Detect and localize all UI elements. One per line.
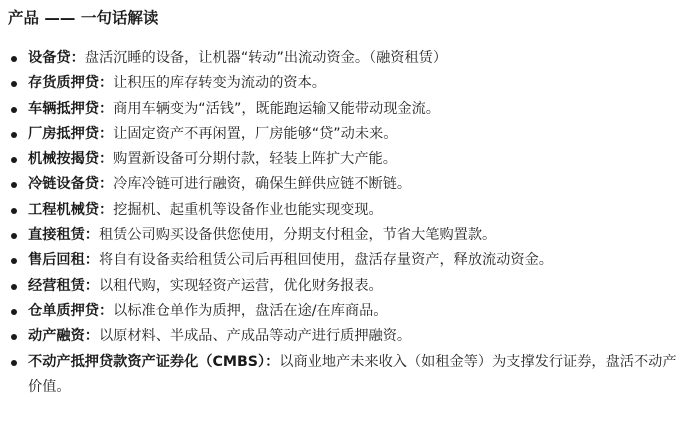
bullet-icon: [11, 56, 17, 62]
item-desc: 以原材料、半成品、产成品等动产进行质押融资。: [98, 328, 412, 345]
item-term: 车辆抵押贷：: [28, 100, 114, 117]
list-item: [6, 198, 687, 223]
item-desc: 让积压的库存转变为流动的资本。: [113, 75, 326, 92]
bullet-icon: [11, 157, 17, 163]
bullet-icon: [11, 309, 17, 315]
item-desc: 让固定资产不再闲置，厂房能够“贷”动未来。: [113, 125, 398, 142]
item-term: 设备贷：: [28, 50, 85, 66]
list-item: [6, 122, 687, 147]
bullet-icon: [11, 334, 17, 340]
bullet-icon: [11, 258, 17, 264]
bullet-icon: [11, 107, 17, 113]
item-desc: 商用车辆变为“活钱”，既能跑运输又能带动现金流。: [113, 100, 440, 117]
bullet-icon: [11, 132, 17, 138]
heading-product: 产品: [8, 9, 40, 27]
item-desc: 以商业地产未来收入（如租金等）为支撑发行证券，盘活不动产价值。: [28, 353, 677, 395]
list-item: [6, 147, 687, 172]
item-desc: 冷库冷链可进行融资，确保生鲜供应链不断链。: [113, 176, 412, 193]
list-item: [6, 274, 687, 299]
item-desc: 购置新设备可分期付款，轻装上阵扩大产能。: [113, 151, 397, 168]
list-item: [6, 97, 687, 122]
item-term: 仓单质押贷：: [28, 302, 114, 319]
item-term: 直接租赁：: [28, 227, 99, 244]
item-term: 工程机械贷：: [28, 201, 114, 218]
item-term: 经营租赁：: [28, 277, 99, 294]
bullet-icon: [11, 182, 17, 188]
bullet-icon: [11, 360, 17, 366]
item-term: 存货质押贷：: [28, 75, 114, 92]
item-desc: 将自有设备卖给租赁公司后再租回使用，盘活存量资产，释放流动资金。: [98, 252, 553, 269]
list-item: [6, 172, 687, 197]
list-item: [6, 324, 687, 349]
product-list: [6, 46, 687, 400]
list-item: [6, 223, 687, 248]
item-term: 机械按揭贷：: [28, 151, 114, 168]
item-desc: 以标准仓单作为质押，盘活在途/在库商品。: [113, 302, 388, 319]
item-term: 厂房抵押贷：: [28, 125, 114, 142]
list-item: [6, 299, 687, 324]
bullet-icon: [11, 233, 17, 239]
heading-dash: ——: [44, 9, 76, 27]
item-term: 动产融资：: [28, 328, 99, 345]
list-item: [6, 248, 687, 273]
list-item: [6, 46, 687, 71]
heading-summary: 一句话解读: [80, 9, 159, 27]
bullet-icon: [11, 81, 17, 87]
list-item: [6, 71, 687, 96]
item-term: 售后回租：: [28, 252, 99, 269]
item-term: 冷链设备贷：: [28, 176, 114, 193]
item-desc: 盘活沉睡的设备，让机器“转动”出流动资金。（融资租赁）: [84, 50, 448, 66]
item-term: 不动产抵押贷款资产证券化（CMBS）：: [28, 353, 280, 370]
item-desc: 以租代购，实现轻资产运营，优化财务报表。: [98, 277, 383, 294]
section-heading: [8, 6, 687, 30]
bullet-icon: [11, 208, 17, 214]
item-desc: 租赁公司购买设备供您使用，分期支付租金，节省大笔购置款。: [98, 227, 497, 244]
bullet-icon: [11, 284, 17, 290]
list-item: [6, 350, 687, 401]
item-desc: 挖掘机、起重机等设备作业也能实现变现。: [113, 201, 383, 218]
